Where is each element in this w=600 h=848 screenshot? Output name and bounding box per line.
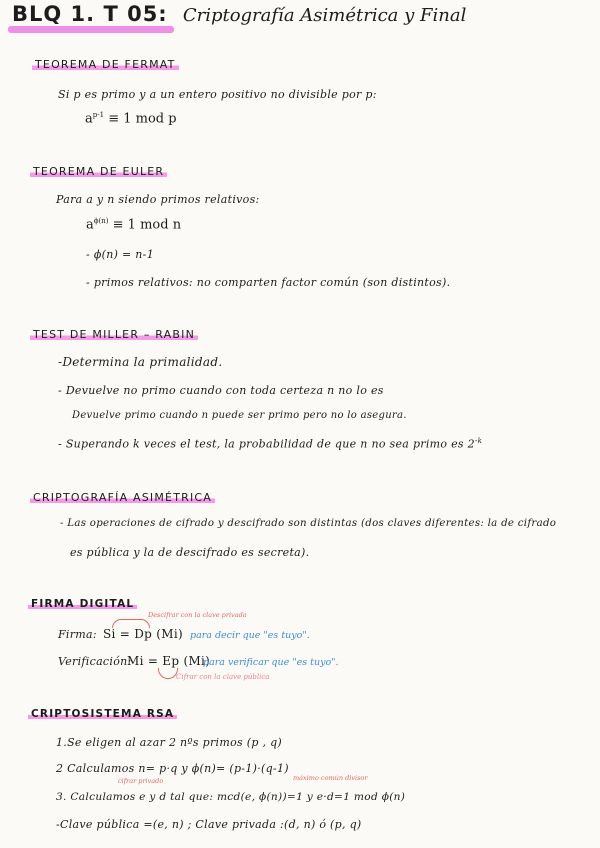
fermat-line-1: Si p es primo y a un entero positivo no divisible por p:: [58, 88, 377, 101]
euler-line-1: Para a y n siendo primos relativos:: [56, 193, 260, 206]
miller-line-4: [58, 437, 482, 451]
verificacion-formula: Mi = Ep (Mi): [127, 654, 211, 668]
rsa-step-2: 2 Calculamos n= p·q y ϕ(n)= (p-1)·(q-1): [56, 762, 289, 775]
firma-arrow-bottom: [158, 668, 178, 679]
euler-bullet-1: - ϕ(n) = n-1: [86, 248, 154, 261]
verificacion-label: Verificación:: [58, 655, 132, 668]
header-euler: TEOREMA DE EULER: [30, 165, 167, 178]
firma-note-top: Descifrar con la clave privada: [148, 611, 247, 619]
euler-formula-exp: ϕ(n): [93, 217, 109, 225]
rsa-note-left: cifrar privado: [118, 777, 164, 785]
firma-purpose: para decir que "es tuyo".: [190, 630, 310, 641]
euler-formula-rest: ≡ 1 mod n: [112, 217, 182, 233]
fermat-formula-exp: p-1: [92, 111, 105, 119]
page-title: [10, 2, 466, 26]
header-cripto-asimetrica: CRIPTOGRAFÍA ASIMÉTRICA: [30, 491, 215, 504]
rsa-step-4: -Clave pública =(e, n) ; Clave privada :(d, n) ó (p, q): [56, 818, 362, 831]
euler-bullet-2: - primos relativos: no comparten factor común (son distintos).: [86, 276, 451, 289]
euler-formula-base: a: [86, 217, 94, 233]
fermat-formula-rest: ≡ 1 mod p: [108, 111, 177, 127]
fermat-formula: [85, 111, 177, 126]
euler-formula: [86, 217, 181, 232]
miller-line-2: - Devuelve no primo cuando con toda certeza n no lo es: [58, 384, 384, 397]
header-rsa: CRIPTOSISTEMA RSA: [28, 708, 177, 720]
miller-line-3: Devuelve primo cuando n puede ser primo pero no lo asegura.: [72, 410, 407, 421]
rsa-step-3: 3. Calculamos e y d tal que: mcd(e, ϕ(n))=1 y e·d=1 mod ϕ(n): [56, 791, 406, 803]
fermat-formula-base: a: [85, 111, 93, 127]
firma-formula: Si = Dp (Mi): [103, 627, 183, 641]
rsa-step-1: 1.Se eligen al azar 2 nºs primos (p , q): [56, 736, 283, 749]
verificacion-purpose: para verificar que "es tuyo".: [203, 657, 339, 668]
header-fermat: TEOREMA DE FERMAT: [32, 58, 179, 71]
miller-line-4-exp: -k: [474, 437, 483, 445]
firma-label: Firma:: [58, 628, 97, 641]
title-text: Criptografía Asimétrica y Final: [182, 5, 467, 26]
miller-line-1: -Determina la primalidad.: [58, 355, 223, 369]
rsa-note-right: máximo común divisor: [293, 774, 368, 782]
header-miller-rabin: TEST DE MILLER – RABIN: [30, 328, 198, 341]
title-code: BLQ 1. T 05:: [12, 2, 168, 26]
cripto-line-1: - Las operaciones de cifrado y descifrado son distintas (dos claves diferentes: la de cifrado: [60, 518, 557, 529]
miller-line-4-text: - Superando k veces el test, la probabilidad de que n no sea primo es 2: [58, 437, 475, 451]
header-firma-digital: FIRMA DIGITAL: [28, 598, 137, 610]
cripto-line-2: es pública y la de descifrado es secreta).: [70, 546, 310, 559]
firma-note-bottom: Cifrar con la clave pública: [176, 673, 270, 681]
